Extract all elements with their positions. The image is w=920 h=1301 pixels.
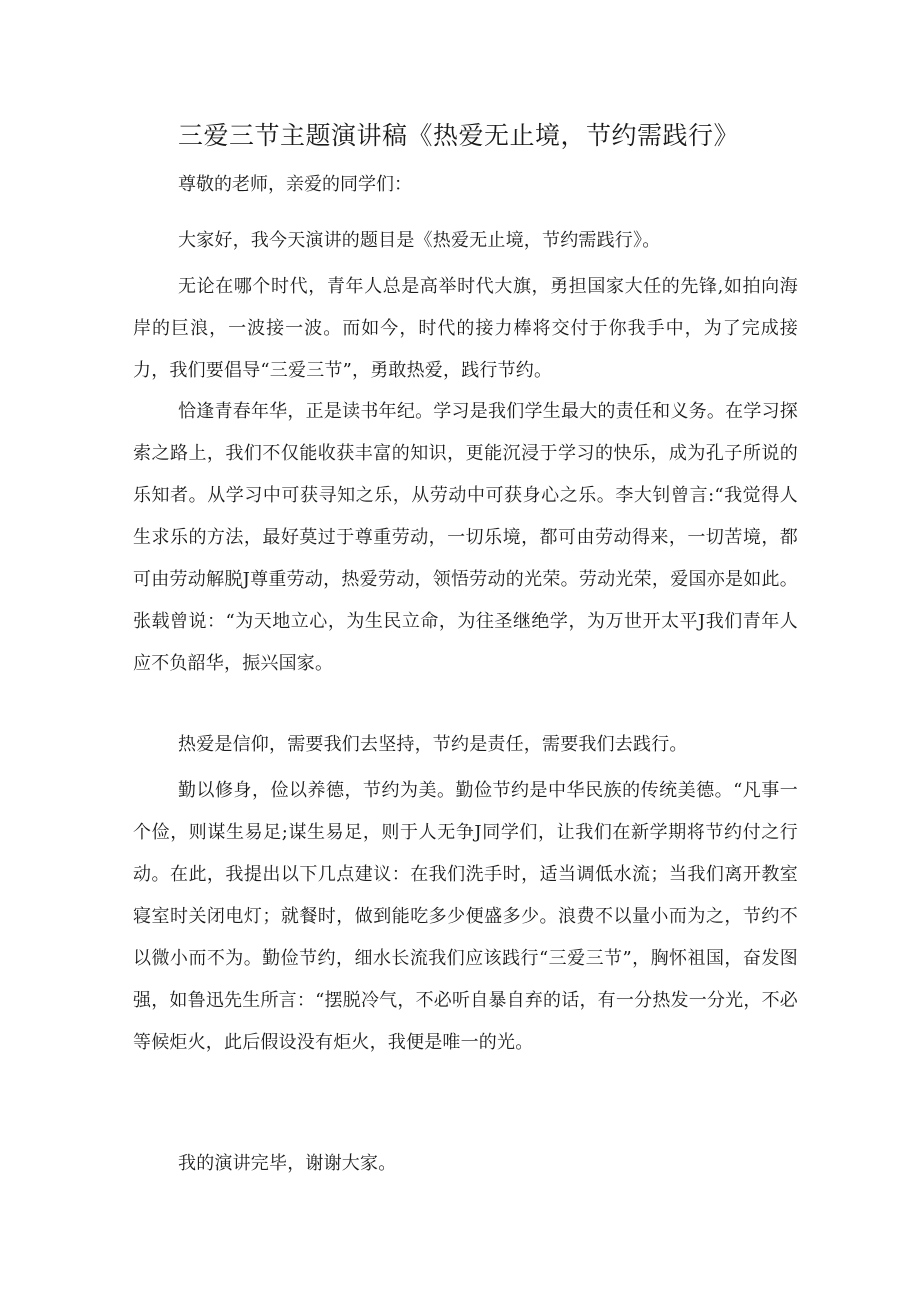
paragraph-closing: 我的演讲完毕，谢谢大家。 xyxy=(178,1153,397,1174)
paragraph-intro: 大家好，我今天演讲的题目是《热爱无止境，节约需践行》。 xyxy=(178,230,661,251)
paragraph-belief: 热爱是信仰，需要我们去坚持，节约是责任，需要我们去践行。 xyxy=(178,734,688,755)
paragraph-thrift: 勤以修身，俭以养德，节约为美。勤俭节约是中华民族的传统美德。“凡事一个俭，则谋生易足;谋生易足，则于人无争J同学们，让我们在新学期将节约付之行动。在此，我提出以下几点建议：在我们洗手时，适当调低水流；当我们离开教室寝室时关闭电灯；就餐时，做到能吃多少便盛多少。浪费不以量小而为之，节约不以微小而不为。勤俭节约，细水长流我们应该践行“三爱三节”，胸怀祖国，奋发图强，如鲁迅先生所言：“摆脱冷气，不必听自暴自弃的话，有一分热发一分光，不必等候炬火，此后假设没有炬火，我便是唯一的光。 xyxy=(133,780,798,1053)
paragraph-study-labor: 恰逢青春年华，正是读书年纪。学习是我们学生最大的责任和义务。在学习探索之路上，我们不仅能收获丰富的知识，更能沉浸于学习的快乐，成为孔子所说的乐知者。从学习中可获寻知之乐，从劳动中可获身心之乐。李大钊曾言:“我觉得人生求乐的方法，最好莫过于尊重劳动，一切乐境，都可由劳动得来，一切苦境，都可由劳动解脱J尊重劳动，热爱劳动，领悟劳动的光荣。劳动光荣，爱国亦是如此。张载曾说：“为天地立心，为生民立命，为往圣继绝学，为万世开太平J我们青年人应不负韶华，振兴国家。 xyxy=(133,401,798,674)
greeting-line: 尊敬的老师，亲爱的同学们： xyxy=(178,174,412,195)
document-title: 三爱三节主题演讲稿《热爱无止境，节约需践行》 xyxy=(178,121,740,150)
paragraph-youth: 无论在哪个时代，青年人总是高举时代大旗，勇担国家大任的先锋,如拍向海岸的巨浪，一波接一波。而如今，时代的接力棒将交付于你我手中，为了完成接力，我们要倡导“三爱三节”，勇敢热爱，践行节约。 xyxy=(133,276,798,381)
